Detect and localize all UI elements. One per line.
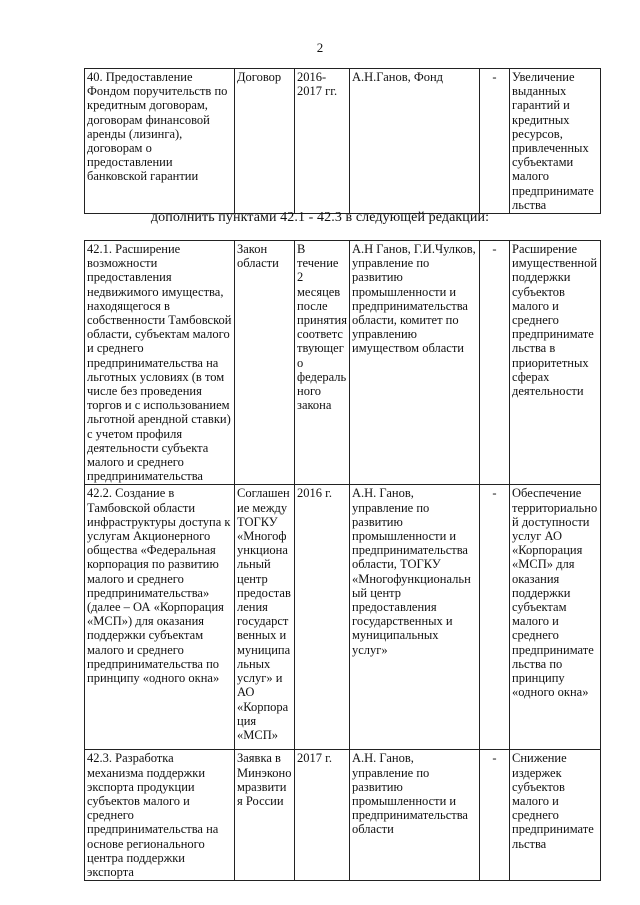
measures-table-top — [84, 68, 601, 214]
term-cell: 2016 г. — [295, 485, 350, 750]
page-number: 2 — [316, 40, 324, 55]
table-row — [85, 69, 601, 214]
item-cell: 42.3. Разработка механизма поддержки экспорта продукции субъектов малого и среднего предпринимательства на основе регионального центра поддержки экспорта — [85, 750, 235, 881]
funding-cell: - — [480, 69, 510, 214]
item-cell: 42.2. Создание в Тамбовской области инфраструктуры доступа к услугам Акционерного общества «Федеральная корпорация по развитию малого и среднего предпринимательства» (далее – ОА «Корпорация «МСП») для оказания поддержки субъектам малого и среднего предпринимательства по принципу «одного окна» — [85, 485, 235, 750]
document-cell: Заявка в Минэкономразвития России — [235, 750, 295, 881]
table-row — [85, 485, 601, 750]
document-cell: Соглашение между ТОГКУ «Многофункциональный центр предоставления государственных и муниципальных услуг» и АО «Корпорация «МСП» — [235, 485, 295, 750]
term-cell: В течение 2 месяцев после принятия соответствующего федерального закона — [295, 241, 350, 485]
funding-cell: - — [480, 241, 510, 485]
responsible-cell: А.Н. Ганов, управление по развитию промышленности и предпринимательства области — [350, 750, 480, 881]
result-cell: Расширение имущественной поддержки субъектов малого и среднего предпринимательства в приоритетных сферах деятельности — [510, 241, 601, 485]
responsible-cell: А.Н Ганов, Г.И.Чулков, управление по развитию промышленности и предпринимательства области, комитет по управлению имуществом области — [350, 241, 480, 485]
amendment-text: дополнить пунктами 42.1 - 42.3 в следующей редакции: — [150, 210, 490, 225]
item-cell: 40. Предоставление Фондом поручительств по кредитным договорам, договорам финансовой аренды (лизинга), договорам о предоставлении банковской гарантии — [85, 69, 235, 214]
term-cell: 2016-2017 гг. — [295, 69, 350, 214]
funding-cell: - — [480, 750, 510, 881]
responsible-cell: А.Н.Ганов, Фонд — [350, 69, 480, 214]
document-cell: Закон области — [235, 241, 295, 485]
term-cell: 2017 г. — [295, 750, 350, 881]
table-row — [85, 241, 601, 485]
responsible-cell: А.Н. Ганов, управление по развитию промышленности и предпринимательства области, ТОГКУ «Многофункциональный центр предоставления государственных и муниципальных услуг» — [350, 485, 480, 750]
funding-cell: - — [480, 485, 510, 750]
table-row — [85, 750, 601, 881]
result-cell: Увеличение выданных гарантий и кредитных ресурсов, привлеченных субъектами малого предпринимательства — [510, 69, 601, 214]
document-cell: Договор — [235, 69, 295, 214]
result-cell: Обеспечение территориальной доступности услуг АО «Корпорация «МСП» для оказания поддержки субъектам малого и среднего предпринимательства по принципу «одного окна» — [510, 485, 601, 750]
measures-table-new — [84, 240, 601, 881]
result-cell: Снижение издержек субъектов малого и среднего предпринимательства — [510, 750, 601, 881]
item-cell: 42.1. Расширение возможности предоставления недвижимого имущества, находящегося в собственности Тамбовской области, субъектам малого и среднего предпринимательства на льготных условиях (в том числе без проведения торгов и с использованием льготной арендной ставки) с учетом профиля деятельности субъекта малого и среднего предпринимательства — [85, 241, 235, 485]
